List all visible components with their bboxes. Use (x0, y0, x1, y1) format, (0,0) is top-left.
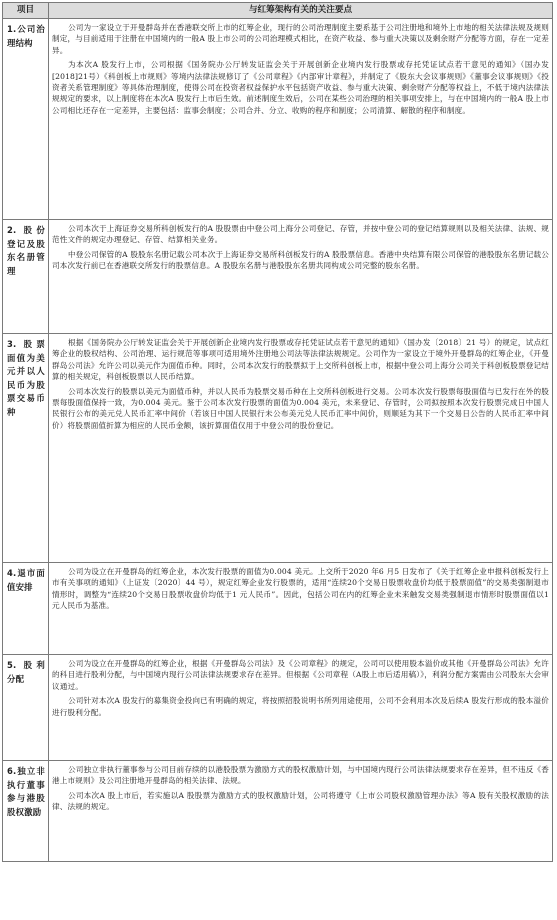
header-item: 项目 (3, 3, 49, 19)
paragraph: 中登公司保管的A 股股东名册记载公司本次于上海证券交易所科创板发行的A 股股票信息。香港中央结算有限公司保管的港股股东名册记载公司本次发行前已在香港联交所发行的股票信息。A 股股东名册与港股股东名册共同构成公司完整的股东名册。 (52, 249, 549, 271)
header-content: 与红筹架构有关的关注要点 (49, 3, 553, 19)
table-row (3, 563, 553, 655)
attention-points-table (2, 2, 553, 862)
table-row (3, 334, 553, 563)
row-title: 6.独立非执行董事参与港股股权激励 (3, 761, 49, 862)
paragraph: 公司本次A 股上市后，若实施以A 股股票为激励方式的股权激励计划，公司将遵守《上市公司股权激励管理办法》等A 股有关股权激励的法律、法规的规定。 (52, 790, 549, 812)
table-row (3, 655, 553, 761)
table-header-row (3, 3, 553, 19)
paragraph: 公司为设立在开曼群岛的红筹企业，本次发行股票的面值为0.004 美元。上交所于2020 年6 月5 日发布了《关于红筹企业申报科创板发行上市有关事项的通知》（上证发〔2020〕44 号），规定红筹企业发行股票的，适用“连续20个交易日股票收盘价均低于股票面值”的交易类强制退市情形时，调整为“连续20个交易日股票收盘价均低于1 元人民币”。因此，包括公司在内的红筹企业未来触发交易类强制退市情形时股票面值以1 元人民币为基准。 (52, 567, 549, 611)
paragraph: 公司本次发行的股票以美元为面值币种，并以人民币为股票交易币种在上交所科创板进行交易。公司本次发行股票每股面值与已发行在外的股票每股面值保持一致，为0.004 美元。鉴于公司本次发行股票的面值为0.004 美元，未来登记、存管时，公司拟按照本次发行股票完成日中国人民银行公布的美元兑人民币汇率中间价（若该日中国人民银行未公布美元兑人民币汇率中间价，则顺延为其下一个交易日公告的人民币汇率中间价）将股票面值折算为相应的人民币金额，该折算面值仅用于中登公司的股份登记。 (52, 386, 549, 430)
table-row (3, 19, 553, 220)
paragraph: 为本次A 股发行上市，公司根据《国务院办公厅转发证监会关于开展创新企业境内发行股票或存托凭证试点若干意见的通知》（国办发[2018]21号）《科创板上市规则》等境内法律法规修订了《公司章程》《内部审计章程》，并制定了《股东大会议事规则》《董事会议事规则》《投资者关系管理制度》等具体治理制度，使得公司在投资者权益保护水平包括资产收益、参与重大决策、剩余财产分配等权益上，不低于境内法律法规规定的要求，以上制度将在本次A 股发行上市后生效。前述制度生效后，公司在某些公司治理的相关事项安排上，与在中国境内的一般A 股上市公司相比还存在一定差异，主要包括：监事会制度；公司合并、分立、收购的程序和制度；公司清算、解散的程序和制度。 (52, 60, 549, 115)
paragraph: 公司独立非执行董事参与公司目前存续的以港股股票为激励方式的股权激励计划，与中国境内现行公司法律法规要求存在差异，但不违反《香港上市规则》及公司注册地开曼群岛的相关法律、法规。 (52, 765, 549, 786)
row-body (49, 220, 553, 334)
paragraph: 根据《国务院办公厅转发证监会关于开展创新企业境内发行股票或存托凭证试点若干意见的通知》（国办发〔2018〕21 号）的规定，试点红筹企业的股权结构、公司治理、运行规范等事项可适用境外注册地公司法等法律法规规定。公司作为一家设立于境外开曼群岛的红筹企业，《开曼群岛公司法》允许公司以美元作为面值币种。同时，公司本次发行的股票拟于上交所科创板上市，根据中登公司上海分公司关于科创板股票登记结算的相关规定，科创板股票以人民币结算。 (52, 338, 549, 382)
row-title: 3. 股票面值为美元并以人民币为股票交易币种 (3, 334, 49, 563)
table-row (3, 220, 553, 334)
row-title: 4.退市面值安排 (3, 563, 49, 655)
table-row (3, 761, 553, 862)
paragraph: 公司为设立在开曼群岛的红筹企业，根据《开曼群岛公司法》及《公司章程》的规定，公司可以使用股本溢价或其他《开曼群岛公司法》允许的科目进行股利分配，与中国境内现行公司法律法规要求存在差异。但根据《公司章程（A股上市后适用稿）》，利润分配方案需由公司股东大会审议通过。 (52, 659, 549, 691)
row-title: 2. 股份登记及股东名册管理 (3, 220, 49, 334)
row-title: 1.公司治理结构 (3, 19, 49, 220)
row-body (49, 761, 553, 862)
paragraph: 公司针对本次A 股发行的募集资金投向已有明确的规定，将按照招股说明书所列用途使用，公司不会利用本次及后续A 股发行形成的股本溢价进行股利分配。 (52, 696, 549, 717)
row-title: 5. 股利分配 (3, 655, 49, 761)
paragraph: 公司本次于上海证券交易所科创板发行的A 股股票由中登公司上海分公司登记、存管，并按中登公司的登记结算规则以及相关法律、法规、规范性文件的规定办理登记、存管、结算相关业务。 (52, 224, 549, 245)
row-body (49, 563, 553, 655)
row-body (49, 655, 553, 761)
document (2, 2, 553, 862)
row-body (49, 19, 553, 220)
paragraph: 公司为一家设立于开曼群岛并在香港联交所上市的红筹企业，现行的公司治理制度主要系基于公司注册地和境外上市地的相关法律法规及规则制定，与目前适用于注册在中国境内的一般A 股上市公司的公司治理模式相比，在资产收益、参与重大决策以及剩余财产分配等方面，存在一定差异。 (52, 23, 549, 55)
row-body (49, 334, 553, 563)
